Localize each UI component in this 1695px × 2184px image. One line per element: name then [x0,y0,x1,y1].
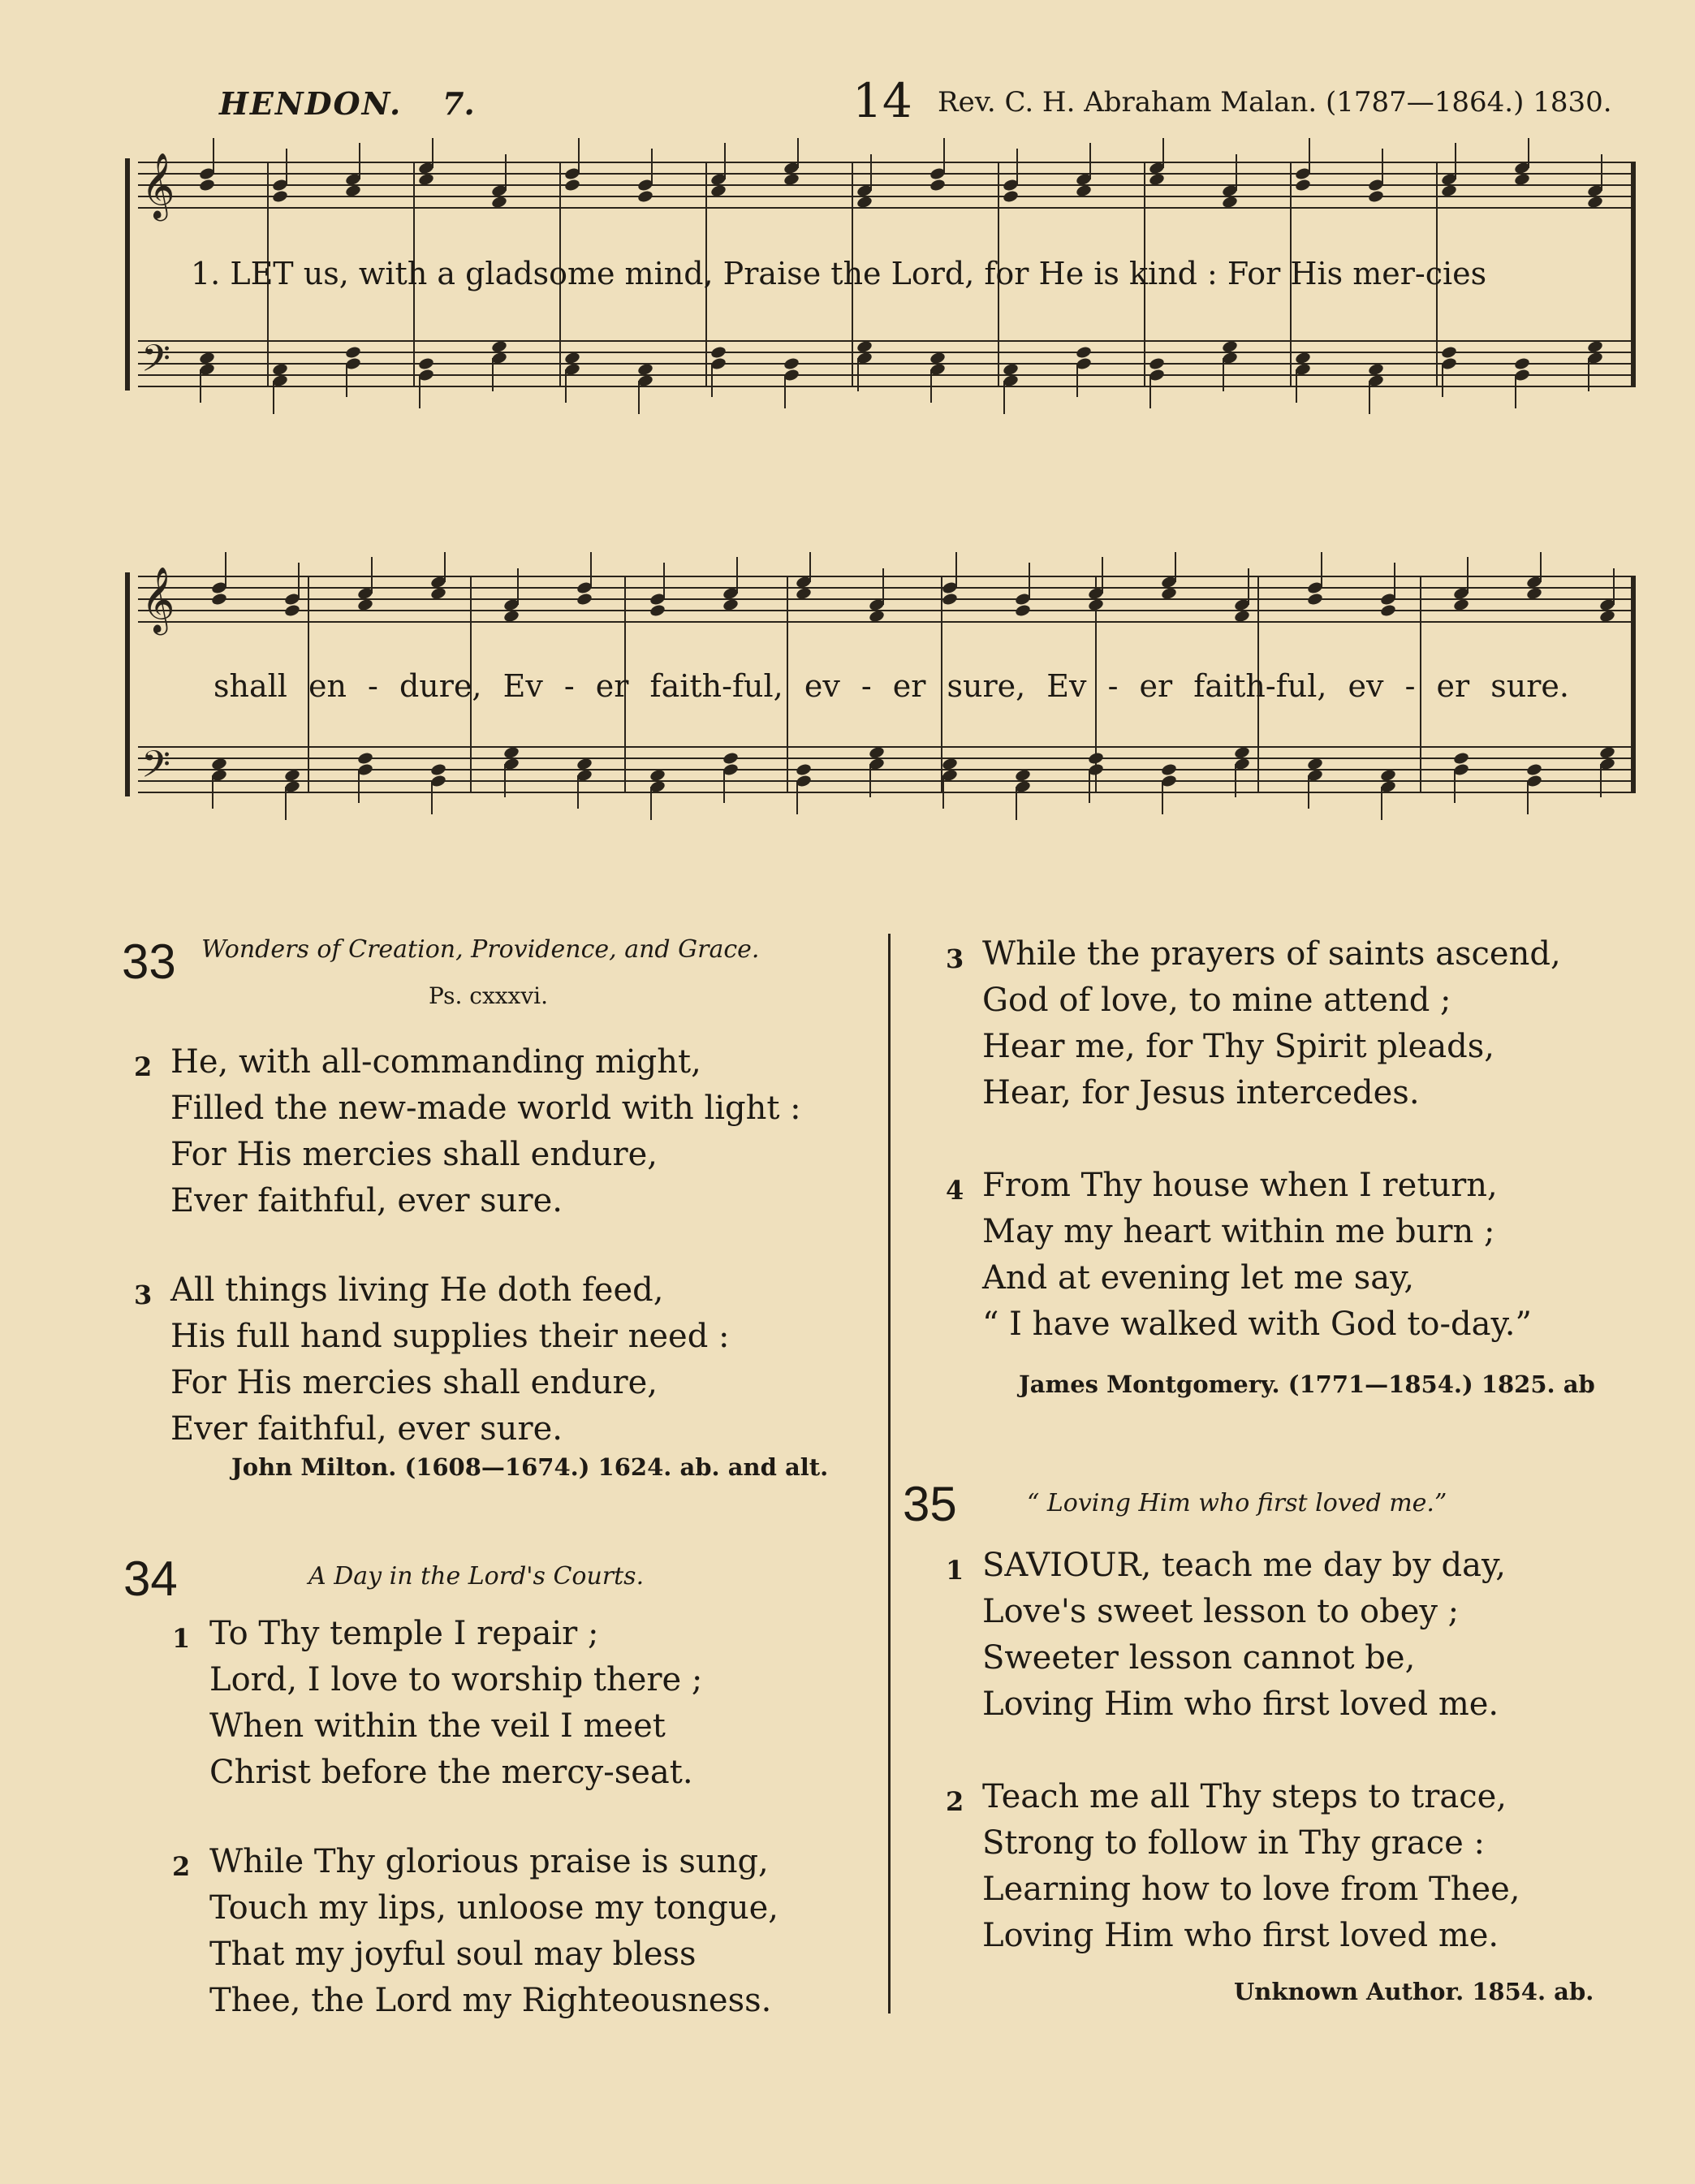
hymn-33-verse-2-number: 2 [134,1051,153,1082]
verse-line: From Thy house when I return, [982,1167,1498,1204]
hymn-33-verse-3 [170,1267,730,1452]
note-head [283,603,300,617]
hymn-33-psalm-ref: Ps. cxxxvi. [429,982,548,1009]
verse-line: Filled the new-made world with light : [170,1090,801,1127]
note-head [1160,762,1177,776]
final-bar [1631,162,1636,386]
verse-line: He, with all-commanding might, [170,1043,701,1081]
note-head [636,189,653,203]
system-brace [125,572,130,796]
music-system-1 [122,138,1648,447]
verse-line: That my joyful soul may bless [209,1936,697,1973]
verse-line: Love's sweet lesson to obey ; [982,1593,1460,1630]
note-head [941,592,958,606]
hymn-34-verse-1-number: 1 [172,1623,191,1654]
verse-line: Lord, I love to worship there ; [209,1661,703,1698]
composer-credit: Rev. C. H. Abraham Malan. (1787—1864.) 1830. [938,86,1612,119]
verse-line: When within the veil I meet [209,1707,666,1745]
score-system-1 [122,138,1648,447]
verse-line: God of love, to mine attend ; [982,982,1451,1019]
hymn-33-verse-2 [170,1039,801,1224]
treble-clef-icon: 𝄞 [141,152,175,218]
note-head [563,178,580,192]
hymn-34-verse-3-number: 3 [946,943,964,974]
verse-line: Touch my lips, unloose my tongue, [209,1889,778,1927]
note-head [1148,356,1165,370]
verse-line: To Thy temple I repair ; [209,1615,599,1652]
verse-line: May my heart within me burn ; [982,1213,1495,1250]
note-head [417,356,434,370]
note-head [795,762,812,776]
hymn-33-number: 33 [122,934,176,989]
note-head [210,592,227,606]
hymn-34-verse-1 [209,1611,702,1796]
note-head [429,762,446,776]
lyrics-line-1: 1. LET us, with a gladsome mind, Praise the Lord, for He is kind : For His mer-cies [191,256,1487,291]
tune-name: HENDON. [219,85,403,122]
treble-clef-icon: 𝄞 [141,566,175,632]
verse-line: For His mercies shall endure, [170,1136,658,1173]
note-head [1306,592,1323,606]
hymn-34-verse-2-number: 2 [172,1851,191,1882]
verse-line: Christ before the mercy-seat. [209,1754,693,1791]
hymn-34-verse-3 [982,931,1561,1116]
hymn-34-number: 34 [123,1552,178,1606]
verse-line: SAVIOUR, teach me day by day, [982,1547,1506,1584]
verse-line: Ever faithful, ever sure. [170,1182,563,1219]
final-bar [1631,576,1636,792]
note-head [649,603,666,617]
hymn-34-title: A Day in the Lord's Courts. [308,1562,645,1591]
verse-line: “ I have walked with God to-day.” [982,1306,1532,1343]
hymn-34-verse-4-number: 4 [946,1175,964,1206]
verse-line: Thee, the Lord my Righteousness. [209,1982,772,2019]
note-head [1379,603,1396,617]
note-head [1087,751,1104,765]
hymn-33-attribution: John Milton. (1608—1674.) 1624. ab. and alt. [231,1453,829,1481]
verse-line: While Thy glorious praise is sung, [209,1843,769,1880]
hymn-35-title: “ Loving Him who first loved me.” [1027,1489,1447,1517]
hymn-35-verse-1-number: 1 [946,1555,964,1586]
verse-line: Hear me, for Thy Spirit pleads, [982,1028,1495,1065]
hymn-34-attribution: James Montgomery. (1771—1854.) 1825. ab [1019,1370,1595,1398]
note-head [1452,751,1469,765]
verse-line: For His mercies shall endure, [170,1364,658,1401]
note-head [1075,345,1092,359]
hymn-35-attribution: Unknown Author. 1854. ab. [1234,1978,1594,2005]
verse-line: Loving Him who first loved me. [982,1685,1499,1723]
hymn-34-verse-2 [209,1839,778,2024]
note-head [722,751,739,765]
hymn-35-number: 35 [903,1477,957,1531]
column-divider [888,934,891,2014]
music-system-2 [122,552,1648,844]
note-head [356,751,373,765]
note-head [1367,189,1384,203]
note-head [344,345,361,359]
bass-clef-icon: 𝄢 [141,337,171,390]
hymn-35-verse-1 [982,1543,1506,1728]
note-head [1440,345,1457,359]
note-head [929,178,946,192]
verse-line: And at evening let me say, [982,1259,1415,1297]
note-head [1014,603,1031,617]
verse-line: While the prayers of saints ascend, [982,935,1561,973]
note-head [1525,762,1542,776]
page-number: 14 [852,73,912,128]
hymn-34-verse-4 [982,1163,1532,1348]
note-head [1513,356,1530,370]
note-head [1294,178,1311,192]
verse-line: Loving Him who first loved me. [982,1917,1499,1954]
system-brace [125,158,130,391]
verse-line: Strong to follow in Thy grace : [982,1824,1486,1862]
verse-line: Hear, for Jesus intercedes. [982,1074,1420,1111]
note-head [709,345,727,359]
note-head [271,189,288,203]
note-head [1002,189,1019,203]
note-head [783,356,800,370]
note-head [198,178,215,192]
verse-line: Teach me all Thy steps to trace, [982,1778,1507,1815]
hymn-35-verse-2-number: 2 [946,1786,964,1817]
verse-line: Ever faithful, ever sure. [170,1410,563,1448]
note-head [576,592,593,606]
hymn-33-verse-3-number: 3 [134,1280,153,1310]
verse-line: Learning how to love from Thee, [982,1871,1520,1908]
tune-meter: 7. [442,85,475,122]
verse-line: Sweeter lesson cannot be, [982,1639,1416,1677]
bass-clef-icon: 𝄢 [141,743,171,796]
hymn-35-verse-2 [982,1774,1520,1959]
verse-line: His full hand supplies their need : [170,1318,730,1355]
lyrics-line-2: shall en - dure, Ev - er faith-ful, ev - er sure, Ev - er faith-ful, ev - er sure. [213,668,1569,704]
hymn-33-title: Wonders of Creation, Providence, and Grace. [201,935,760,964]
verse-line: All things living He doth feed, [170,1271,664,1309]
